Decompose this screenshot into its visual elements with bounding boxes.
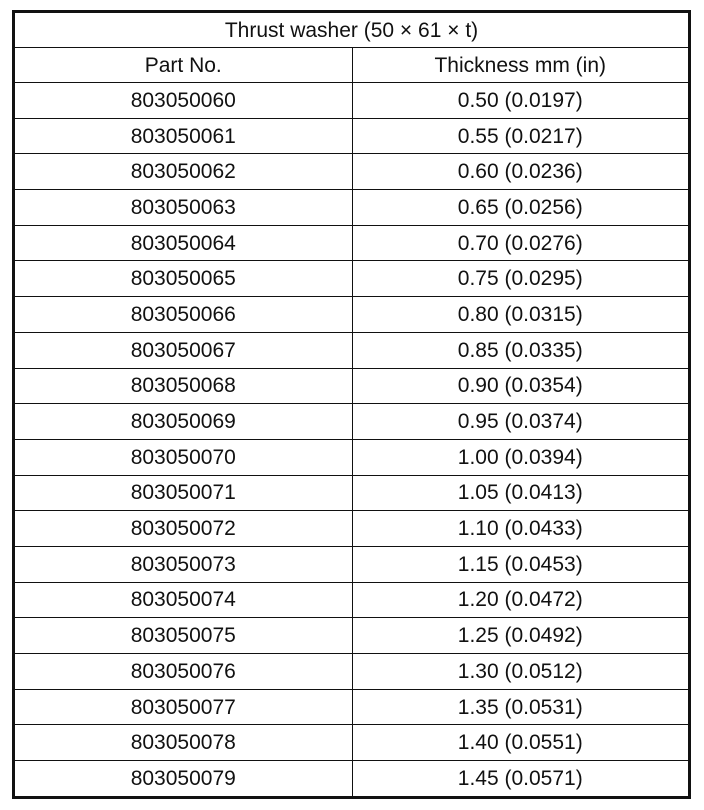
part-number-cell: 803050060 — [15, 83, 352, 119]
part-number-cell: 803050073 — [15, 546, 352, 582]
thickness-cell: 1.20 (0.0472) — [352, 582, 688, 618]
thickness-cell: 0.55 (0.0217) — [352, 118, 688, 154]
part-number-cell: 803050074 — [15, 582, 352, 618]
thickness-cell: 1.30 (0.0512) — [352, 654, 688, 690]
thickness-cell: 1.45 (0.0571) — [352, 761, 688, 796]
part-number-cell: 803050066 — [15, 297, 352, 333]
part-number-cell: 803050065 — [15, 261, 352, 297]
part-number-cell: 803050072 — [15, 511, 352, 547]
part-number-cell: 803050063 — [15, 190, 352, 226]
table-row — [15, 725, 688, 761]
table-row — [15, 475, 688, 511]
table-row — [15, 404, 688, 440]
part-number-cell: 803050079 — [15, 761, 352, 796]
thrust-washer-table-frame — [12, 10, 691, 799]
table-row — [15, 225, 688, 261]
part-number-cell: 803050061 — [15, 118, 352, 154]
table-title-row — [15, 13, 688, 48]
thickness-cell: 1.00 (0.0394) — [352, 439, 688, 475]
table-body — [15, 83, 688, 797]
thickness-cell: 0.75 (0.0295) — [352, 261, 688, 297]
thickness-cell: 0.50 (0.0197) — [352, 83, 688, 119]
part-number-cell: 803050067 — [15, 332, 352, 368]
table-row — [15, 368, 688, 404]
thickness-cell: 1.10 (0.0433) — [352, 511, 688, 547]
table-row — [15, 297, 688, 333]
table-row — [15, 118, 688, 154]
thickness-cell: 0.95 (0.0374) — [352, 404, 688, 440]
thrust-washer-table — [15, 13, 688, 796]
table-title: Thrust washer (50 × 61 × t) — [15, 13, 688, 48]
part-number-cell: 803050062 — [15, 154, 352, 190]
thickness-cell: 0.80 (0.0315) — [352, 297, 688, 333]
table-row — [15, 761, 688, 796]
part-number-cell: 803050076 — [15, 654, 352, 690]
thickness-cell: 0.85 (0.0335) — [352, 332, 688, 368]
table-row — [15, 511, 688, 547]
part-number-cell: 803050075 — [15, 618, 352, 654]
thickness-cell: 0.60 (0.0236) — [352, 154, 688, 190]
table-row — [15, 261, 688, 297]
table-row — [15, 154, 688, 190]
thickness-cell: 1.15 (0.0453) — [352, 546, 688, 582]
part-number-cell: 803050068 — [15, 368, 352, 404]
thickness-cell: 1.25 (0.0492) — [352, 618, 688, 654]
part-number-cell: 803050070 — [15, 439, 352, 475]
table-row — [15, 654, 688, 690]
table-row — [15, 618, 688, 654]
column-header-part-no: Part No. — [15, 48, 352, 83]
table-row — [15, 190, 688, 226]
part-number-cell: 803050078 — [15, 725, 352, 761]
table-row — [15, 546, 688, 582]
part-number-cell: 803050069 — [15, 404, 352, 440]
part-number-cell: 803050077 — [15, 689, 352, 725]
table-row — [15, 582, 688, 618]
table-row — [15, 689, 688, 725]
thickness-cell: 0.70 (0.0276) — [352, 225, 688, 261]
part-number-cell: 803050071 — [15, 475, 352, 511]
thickness-cell: 1.05 (0.0413) — [352, 475, 688, 511]
table-header-row — [15, 48, 688, 83]
part-number-cell: 803050064 — [15, 225, 352, 261]
thickness-cell: 0.90 (0.0354) — [352, 368, 688, 404]
table-row — [15, 439, 688, 475]
thickness-cell: 1.40 (0.0551) — [352, 725, 688, 761]
table-row — [15, 332, 688, 368]
column-header-thickness: Thickness mm (in) — [352, 48, 688, 83]
table-row — [15, 83, 688, 119]
thickness-cell: 1.35 (0.0531) — [352, 689, 688, 725]
thickness-cell: 0.65 (0.0256) — [352, 190, 688, 226]
